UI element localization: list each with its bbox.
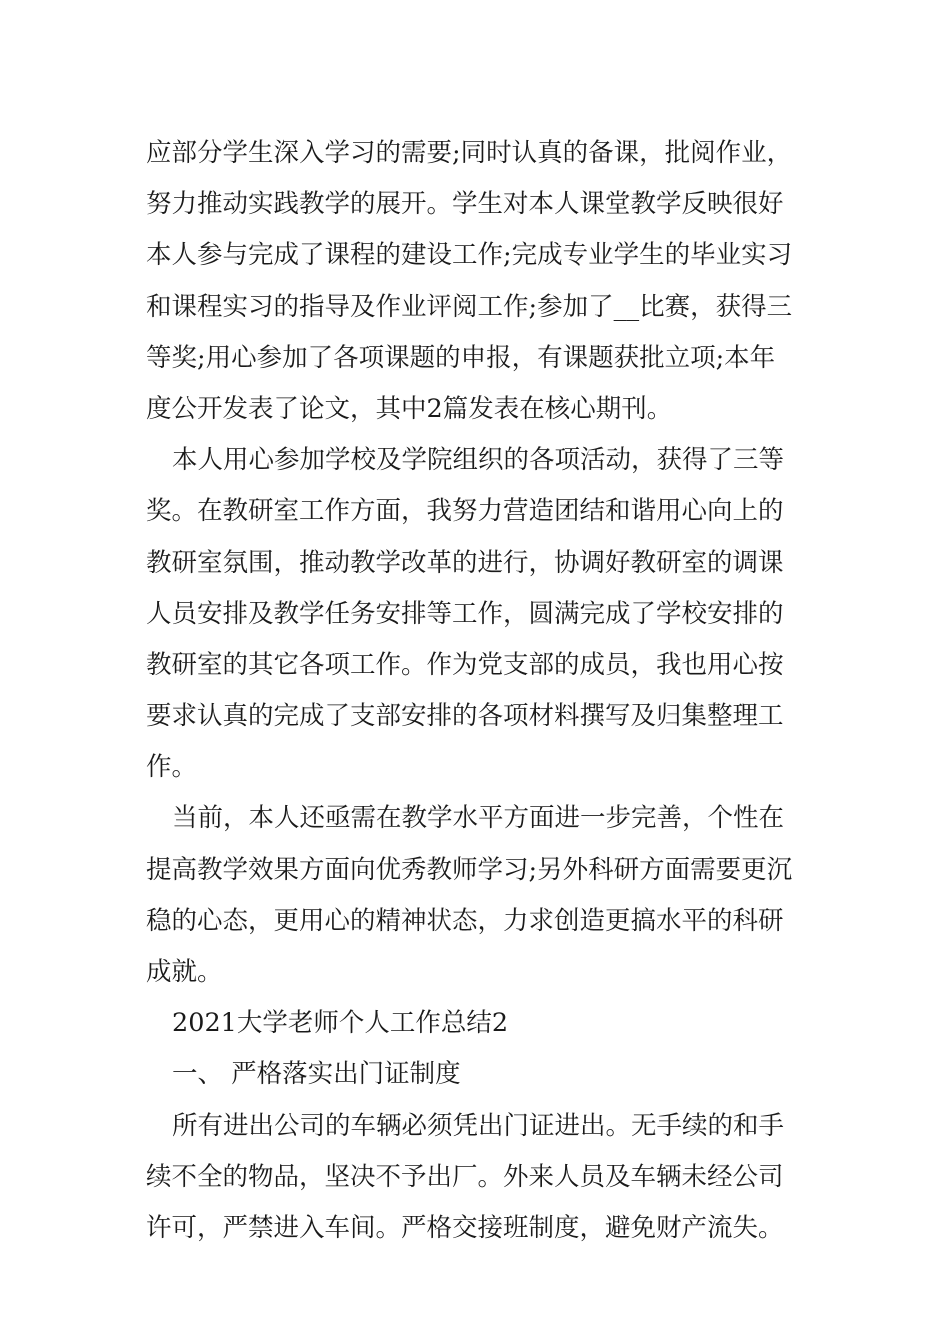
text-line: 作。: [146, 752, 198, 783]
paragraph-first-line: 本人用心参加学校及学院组织的各项活动，获得了三等: [172, 445, 785, 476]
text-line: 教研室的其它各项工作。作为党支部的成员，我也用心按: [146, 649, 784, 680]
text-line: 应部分学生深入学习的需要;同时认真的备课，批阅作业，: [146, 138, 793, 168]
paragraph-first-line: 所有进出公司的车辆必须凭出门证进出。无手续的和手: [172, 1110, 785, 1141]
section-subheading: 一、 严格落实出门证制度: [172, 1059, 461, 1090]
text-line: 稳的心态，更用心的精神状态，力求创造更搞水平的科研: [146, 905, 784, 936]
text-line: 奖。在教研室工作方面，我努力营造团结和谐用心向上的: [146, 496, 784, 527]
text-line: 要求认真的完成了支部安排的各项材料撰写及归集整理工: [146, 701, 784, 732]
document-body: [146, 128, 816, 1254]
text-line: 许可，严禁进入车间。严格交接班制度，避免财产流失。: [146, 1212, 784, 1243]
section-title: 2021大学老师个人工作总结2: [172, 1008, 509, 1039]
text-line: 提高教学效果方面向优秀教师学习;另外科研方面需要更沉: [146, 854, 793, 885]
text-line: 努力推动实践教学的展开。学生对本人课堂教学反映很好: [146, 189, 784, 220]
text-line: 续不全的物品，坚决不予出厂。外来人员及车辆未经公司: [146, 1161, 784, 1192]
text-line: 本人参与完成了课程的建设工作;完成专业学生的毕业实习: [146, 240, 793, 271]
paragraph-first-line: 当前，本人还亟需在教学水平方面进一步完善，个性在: [172, 803, 785, 834]
text-line: 度公开发表了论文，其中2篇发表在核心期刊。: [146, 393, 673, 424]
text-line: 人员安排及教学任务安排等工作，圆满完成了学校安排的: [146, 598, 784, 629]
text-line: 和课程实习的指导及作业评阅工作;参加了__比赛，获得三: [146, 291, 793, 322]
text-line: 成就。: [146, 957, 223, 987]
text-line: 等奖;用心参加了各项课题的申报，有课题获批立项;本年: [146, 342, 776, 373]
text-line: 教研室氛围，推动教学改革的进行，协调好教研室的调课: [146, 547, 784, 578]
